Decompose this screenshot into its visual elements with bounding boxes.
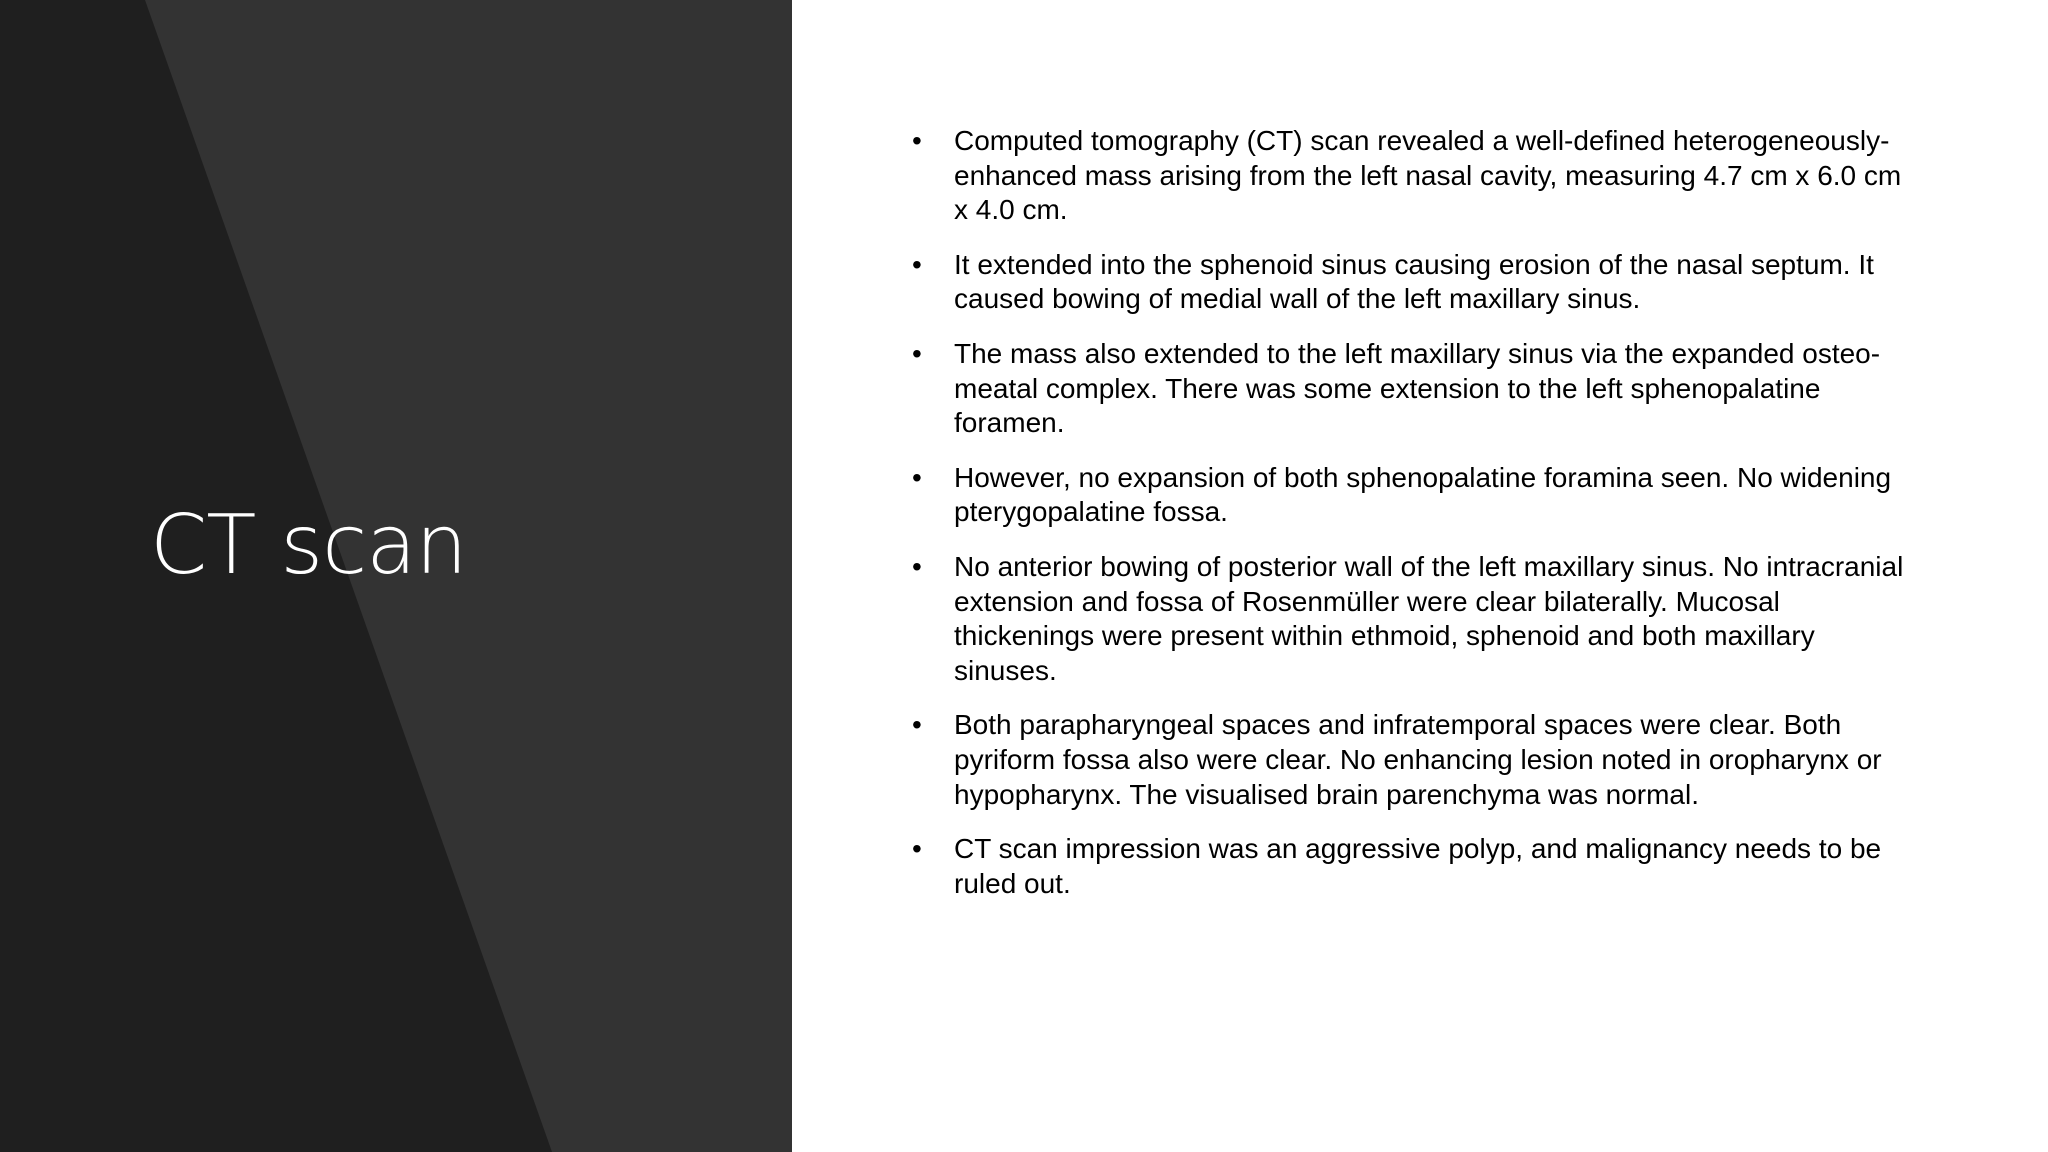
bullet-item	[905, 124, 1905, 228]
content-area	[905, 124, 1905, 921]
bullet-item	[905, 708, 1905, 812]
bullet-text: No anterior bowing of posterior wall of the left maxillary sinus. No intracranial extension and fossa of Rosenmüller were clear bilaterally. Mucosal thickenings were present within ethmoid, sphenoid and both maxillary sinuses.	[954, 550, 1904, 686]
bullet-text: Computed tomography (CT) scan revealed a well-defined heterogeneously-enhanced mass arising from the left nasal cavity, measuring 4.7 cm x 6.0 cm x 4.0 cm.	[954, 125, 1902, 226]
slide-title: CT scan	[150, 498, 467, 593]
bullet-icon: •	[912, 550, 922, 582]
bullet-text: CT scan impression was an aggressive polyp, and malignancy needs to be ruled out.	[954, 833, 1882, 899]
bullet-item	[905, 337, 1905, 441]
bullet-text: It extended into the sphenoid sinus causing erosion of the nasal septum. It caused bowing of medial wall of the left maxillary sinus.	[954, 248, 1874, 315]
bullet-text: Both parapharyngeal spaces and infratemporal spaces were clear. Both pyriform fossa also were clear. No enhancing lesion noted in oropharynx or hypopharynx. The visualised brain parenchyma was normal.	[954, 709, 1882, 810]
bullet-text: The mass also extended to the left maxillary sinus via the expanded osteo-meatal complex. There was some extension to the left sphenopalatine foramen.	[954, 337, 1881, 439]
bullet-icon: •	[912, 833, 922, 865]
bullet-icon: •	[912, 461, 922, 493]
bullet-icon: •	[912, 125, 922, 156]
bullet-item	[905, 461, 1905, 530]
bullet-text: However, no expansion of both sphenopalatine foramina seen. No widening pterygopalatine fossa.	[954, 461, 1892, 528]
bullet-icon: •	[912, 337, 922, 369]
bullet-icon: •	[912, 248, 922, 280]
bullet-list	[905, 124, 1905, 901]
bullet-icon: •	[912, 709, 922, 741]
bullet-item	[905, 248, 1905, 317]
bullet-item	[905, 550, 1905, 688]
bullet-item	[905, 832, 1905, 901]
title-panel	[0, 0, 792, 1152]
